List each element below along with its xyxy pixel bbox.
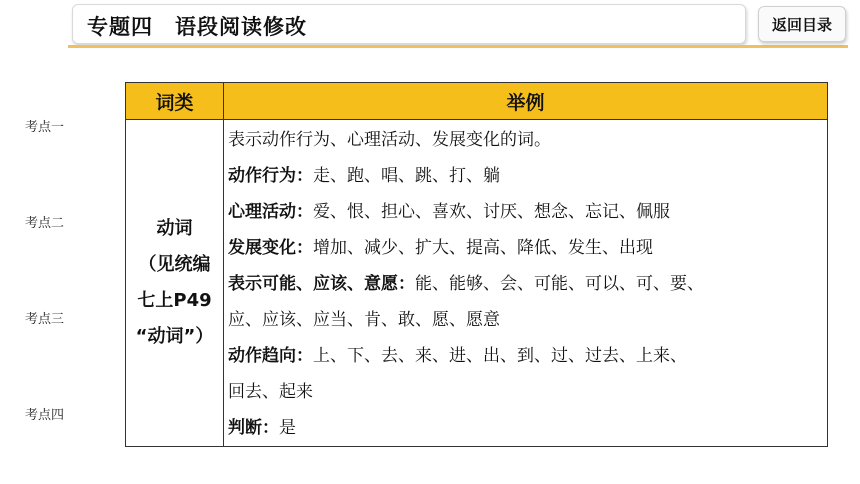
example-line <box>228 410 823 446</box>
example-line <box>228 230 823 266</box>
example-line <box>228 266 823 302</box>
definition-line: 表示动作行为、心理活动、发展变化的词。 <box>228 130 551 150</box>
example-words: 应、应该、应当、肯、敢、愿、愿意 <box>228 310 500 330</box>
page-title: 专题四 语段阅读修改 <box>87 15 307 39</box>
example-words: 走、跑、唱、跳、打、躺 <box>313 166 500 186</box>
word-class-ref-line: 七上P49 <box>137 290 212 311</box>
example-words: 爱、恨、担心、喜欢、讨厌、想念、忘记、佩服 <box>313 202 670 222</box>
examples-cell <box>224 120 828 447</box>
sidebar-item-kaodian-4[interactable]: 考点四 <box>25 408 65 423</box>
example-category: 表示可能、应该、意愿： <box>228 274 415 294</box>
example-words: 是 <box>279 418 296 438</box>
example-category: 动作行为： <box>228 166 313 186</box>
example-line <box>228 374 823 410</box>
title-bar <box>72 4 746 44</box>
word-class-cell <box>126 120 224 447</box>
example-line <box>228 194 823 230</box>
table-row <box>126 120 828 447</box>
word-class-ref-line: （见统编 <box>138 254 211 275</box>
word-class-name: 动词 <box>156 218 193 239</box>
word-class-table <box>125 82 828 447</box>
example-words: 回去、起来 <box>228 382 313 402</box>
header-examples: 举例 <box>224 83 828 120</box>
example-category: 动作趋向： <box>228 346 313 366</box>
example-line <box>228 338 823 374</box>
example-words: 上、下、去、来、进、出、到、过、过去、上来、 <box>313 346 687 366</box>
example-words: 增加、减少、扩大、提高、降低、发生、出现 <box>313 238 653 258</box>
example-category: 发展变化： <box>228 238 313 258</box>
header-word-class: 词类 <box>126 83 224 120</box>
example-line <box>228 158 823 194</box>
table-header-row <box>126 83 828 120</box>
word-class-ref-line: “动词”） <box>135 326 214 347</box>
example-category: 判断： <box>228 418 279 438</box>
example-line <box>228 302 823 338</box>
back-to-contents-button[interactable]: 返回目录 <box>758 6 846 42</box>
example-words: 能、能够、会、可能、可以、可、要、 <box>415 274 704 294</box>
sidebar-item-kaodian-1[interactable]: 考点一 <box>25 120 65 135</box>
sidebar-item-kaodian-2[interactable]: 考点二 <box>25 216 65 231</box>
example-category: 心理活动： <box>228 202 313 222</box>
title-underline <box>68 45 848 48</box>
sidebar-item-kaodian-3[interactable]: 考点三 <box>25 312 65 327</box>
